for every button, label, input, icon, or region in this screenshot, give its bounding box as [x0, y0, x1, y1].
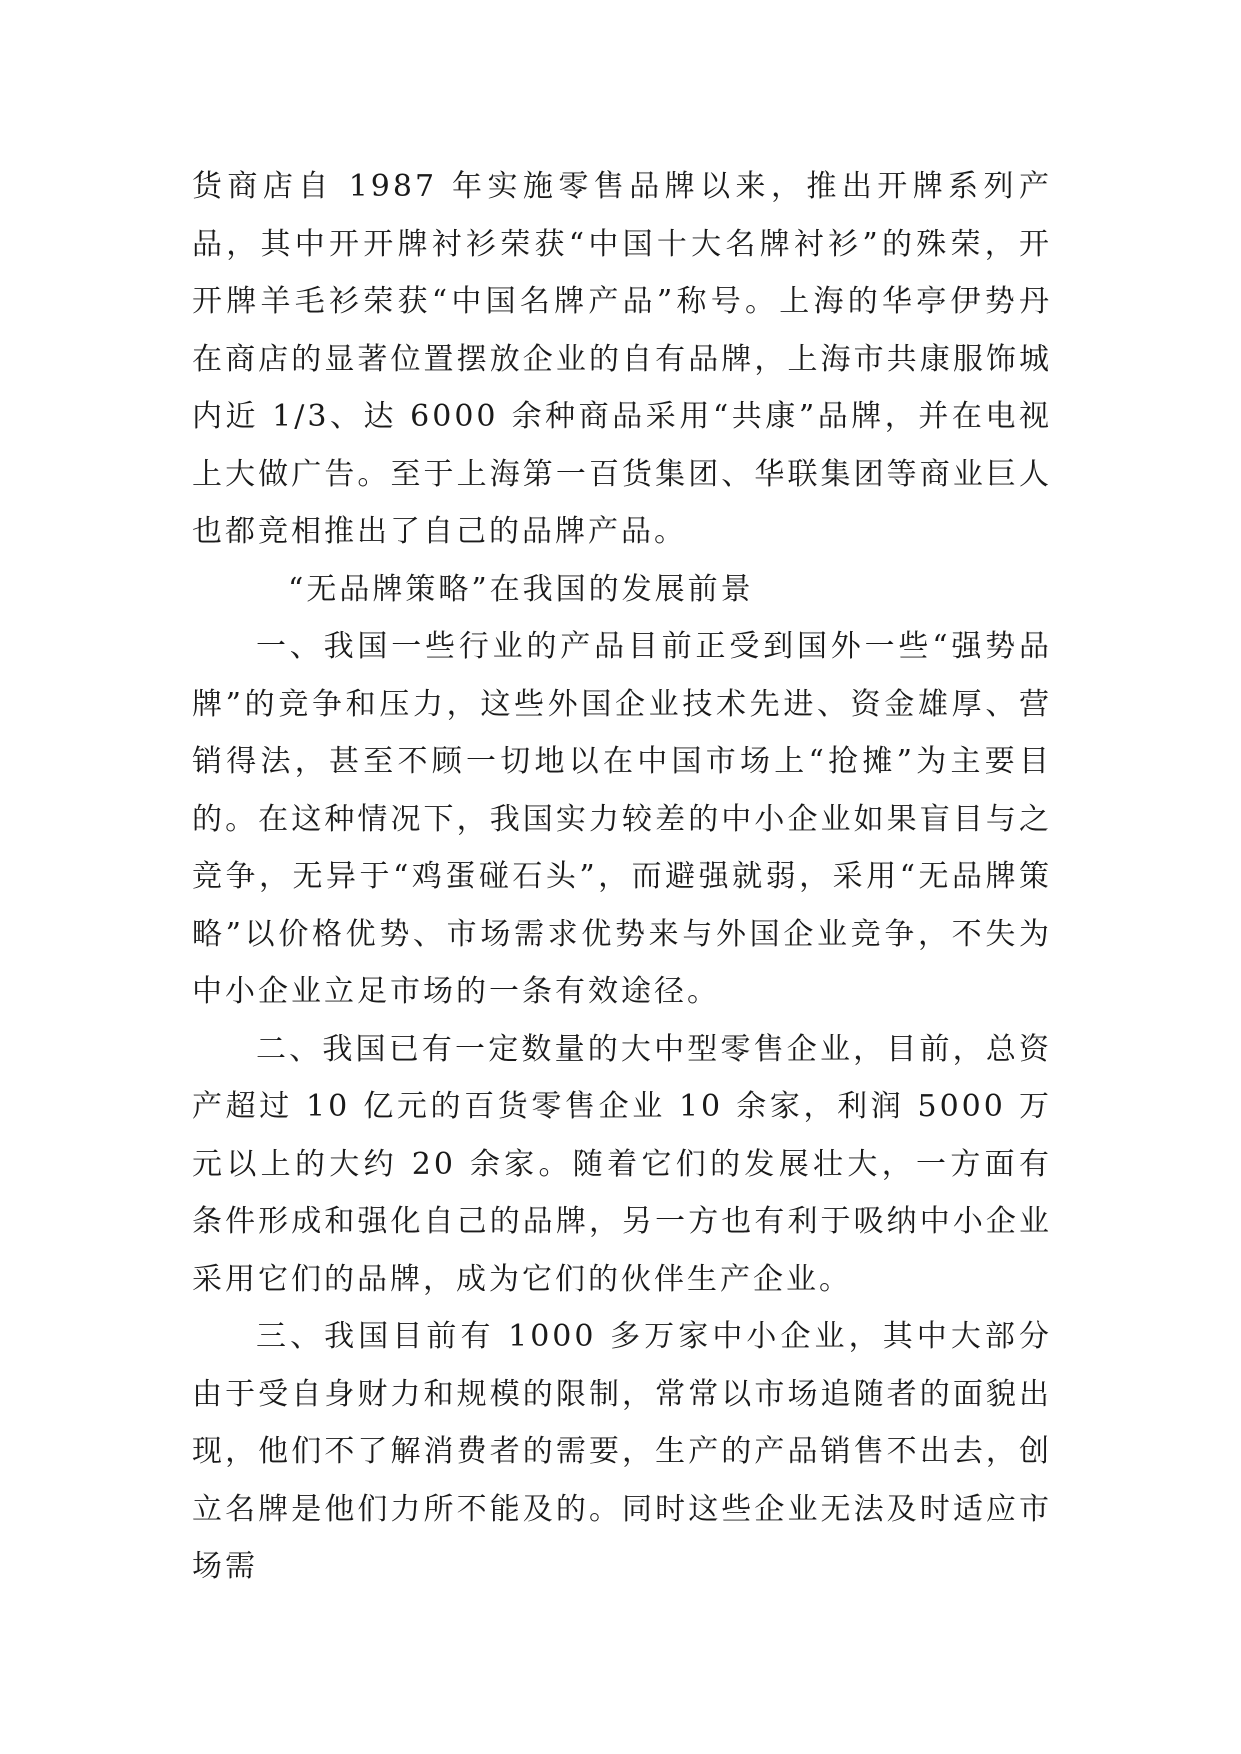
- section-heading: “无品牌策略”在我国的发展前景: [288, 571, 754, 607]
- document-body: [192, 158, 1052, 1596]
- paragraph-point-two: 二、我国已有一定数量的大中型零售企业，目前，总资产超过 10 亿元的百货零售企业 10 余家，利润 5000 万元以上的大约 20 余家。随着它们的发展壮大，一方面有条件形成和强化自己的品牌，另一方也有利于吸纳中小企业采用它们的品牌，成为它们的伙伴生产企业。: [192, 1031, 1052, 1297]
- paragraph-point-one: 一、我国一些行业的产品目前正受到国外一些“强势品牌”的竞争和压力，这些外国企业技术先进、资金雄厚、营销得法，甚至不顾一切地以在中国市场上“抢摊”为主要目的。在这种情况下，我国实力较差的中小企业如果盲目与之竞争，无异于“鸡蛋碰石头”，而避强就弱，采用“无品牌策略”以价格优势、市场需求优势来与外国企业竞争，不失为中小企业立足市场的一条有效途径。: [192, 629, 1052, 1009]
- paragraph-point-three: 三、我国目前有 1000 多万家中小企业，其中大部分由于受自身财力和规模的限制，常常以市场追随者的面貌出现，他们不了解消费者的需要，生产的产品销售不出去，创立名牌是他们力所不能及的。同时这些企业无法及时适应市场需: [192, 1319, 1052, 1584]
- paragraph-continuation: 货商店自 1987 年实施零售品牌以来，推出开牌系列产品，其中开开牌衬衫荣获“中国十大名牌衬衫”的殊荣，开开牌羊毛衫荣获“中国名牌产品”称号。上海的华亭伊势丹在商店的显著位置摆放企业的自有品牌，上海市共康服饰城内近 1/3、达 6000 余种商品采用“共康”品牌，并在电视上大做广告。至于上海第一百货集团、华联集团等商业巨人也都竞相推出了自己的品牌产品。: [192, 169, 1052, 549]
